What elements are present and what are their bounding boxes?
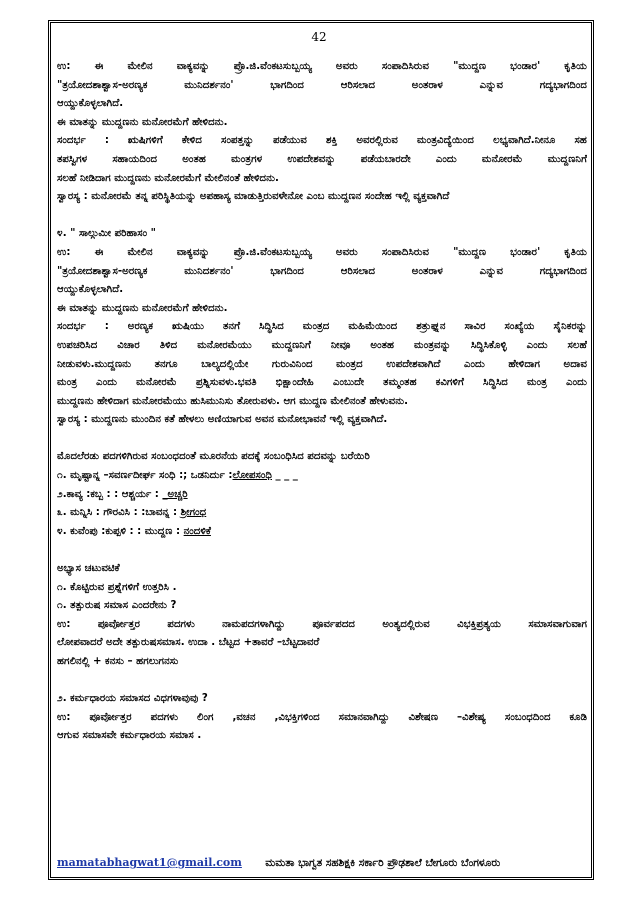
relevance-line: ಸ್ವಾರಸ್ಯ : ಮನೋರಮೆ ತನ್ನ ಪರಿಸ್ಥಿತಿಯನ್ನು ಅಪಹಾಸ್ಯ ಮಾಡುತ್ತಿರುವಳೇನೋ ಎಂಬ ಮುದ್ದಣನ ಸಂದೇಹ ಇಲ್ಲಿ ವ್ಯಕ್ತವಾಗಿದೆ — [57, 191, 450, 203]
question-heading: ೪. " ಸಾಲ್ಗುಮೀ ಪರಿಹಾಸಂ " — [57, 228, 156, 240]
context-line: ಸಂದರ್ಭ : ಅರಣ್ಯಕ ಋಷಿಯು ತನಗೆ ಸಿದ್ಧಿಸಿದ ಮಂತ್ರದ ಮಹಿಮೆಯಿಂದ ಶತ್ರುಘ್ನನ ಸಾವಿರ ಸಂಖ್ಯೆಯ ಸೈನಿಕರನ್ನು — [57, 321, 587, 333]
analogy-answer: ಲೋಪಸಂಧಿ — [232, 470, 272, 482]
analogy-text: ೧. ಮೃಷ್ಟಾನ್ನ –ಸವರ್ಣದೀರ್ಘ ಸಂಧಿ :; ಒಡನಿರ್ದು : — [57, 470, 233, 482]
exercise-heading: ಅಭ್ಯಾಸ ಚಟುವಟಿಕೆ — [57, 563, 120, 575]
answer-line: ಹಗಲಿನಲ್ಲಿ + ಕನಸು – ಹಗಲುಗನಸು — [57, 656, 179, 667]
analogy-item — [57, 504, 587, 523]
answer-line: "ತ್ರಯೋದಶಾಶ್ವಾಸ-ಅರಣ್ಯಕ ಮುನಿದರ್ಶನಂ' ಭಾಗದಿಂದ ಆರಿಸಲಾದ ಅಂತರಾಳ ಎನ್ನುವ ಗದ್ಯಭಾಗದಿಂದ — [57, 265, 587, 277]
footer-author: ಮಮತಾ ಭಾಗ್ವತ ಸಹಶಿಕ್ಷಕಿ ಸರ್ಕಾರಿ ಪ್ರೌಢಶಾಲೆ ಬೇಗೂರು ಬೆಂಗಳೂರು — [265, 857, 501, 869]
context-line: ಸಲಹೆ ನೀಡಿದಾಗ ಮುದ್ದಣನು ಮನೋರಮೆಗೆ ಮೇಲಿನಂತೆ ಹೇಳಿದನು. — [57, 172, 279, 184]
context-line: ಮಂತ್ರ ಎಂದು ಮನೋರಮೆ ಪ್ರಶ್ನಿಸುವಳು.ಭವತಿ ಭಿಕ್ಷಾಂದೇಹಿ ಎಂಬುದೇ ತಮ್ಮಂತಹ ಕವಿಗಳಿಗೆ ಸಿದ್ಧಿಸಿದ ಮಂತ್ರ ಎಂದು — [57, 377, 587, 389]
answer-line: ಉ: ಪೂರ್ವೋತ್ತರ ಪದಗಳು ಲಿಂಗ ,ವಚನ ,ವಿಭಕ್ತಿಗಳಿಂದ ಸಮಾನವಾಗಿದ್ದು ವಿಶೇಷಣ –ವಿಶೇಷ್ಯ ಸಂಬಂಧದಿಂದ ಕೂಡಿ — [57, 711, 587, 723]
analogy-answer: ಶ್ರೀಗಂಧ — [180, 507, 207, 519]
answer-line: ಆಗುವ ಸಮಾಸವೇ ಕರ್ಮಧಾರಯ ಸಮಾಸ . — [57, 730, 202, 742]
answer-line: ಆಯ್ದುಕೊಳ್ಳಲಾಗಿದೆ. — [57, 98, 124, 110]
exercise-question: ೨. ಕರ್ಮಧಾರಯ ಸಮಾಸದ ವಿಧಗಳಾವುವು ? — [57, 693, 208, 705]
analogy-answer: _ಅಚ್ಚರಿ — [162, 488, 188, 500]
context-line: ಮುದ್ದಣನು ಹೇಳಿದಾಗ ಮನೋರಮೆಯು ಹುಸಿಮುನಿಸು ತೋರುವಳು. ಆಗ ಮುದ್ದಣ ಮೇಲಿನಂತೆ ಹೇಳುವನು. — [57, 395, 408, 407]
analogy-item — [57, 486, 587, 505]
relevance-line: ಸ್ವಾರಸ್ಯ : ಮುದ್ದಣನು ಮುಂದಿನ ಕತೆ ಹೇಳಲು ಅಣಿಯಾಗುವ ಅವನ ಮನೋಭಾವನೆ ಇಲ್ಲಿ ವ್ಯಕ್ತವಾಗಿದೆ. — [57, 414, 388, 426]
footer-email-link[interactable]: mamatabhagwat1@gmail.com — [57, 856, 242, 869]
page-number: 42 — [311, 30, 327, 44]
analogy-text: ೩. ಮನ್ನಿಸಿ : ಗೌರವಿಸಿ : :ಬಾವನ್ನ : — [57, 507, 181, 519]
analogy-blank: _ _ _ — [271, 470, 298, 482]
answer-line: ಉ: ಈ ಮೇಲಿನ ವಾಕ್ಯವನ್ನು ಪ್ರೊ.ಜಿ.ವೆಂಕಟಸುಬ್ಬಯ್ಯ ಅವರು ಸಂಪಾದಿಸಿರುವ "ಮುದ್ದಣ ಭಂಡಾರ' ಕೃತಿಯ — [57, 61, 587, 72]
answer-line: "ತ್ರಯೋದಶಾಶ್ವಾಸ-ಅರಣ್ಯಕ ಮುನಿದರ್ಶನಂ' ಭಾಗದಿಂದ ಆರಿಸಲಾದ ಅಂತರಾಳ ಎನ್ನುವ ಗದ್ಯಭಾಗದಿಂದ — [57, 79, 587, 91]
context-line: ಸಂದರ್ಭ : ಋಷಿಗಳಿಗೆ ಕೇಳಿದ ಸಂಪತ್ತನ್ನು ಪಡೆಯುವ ಶಕ್ತಿ ಅವರಲ್ಲಿರುವ ಮಂತ್ರವಿದ್ಯೆಯಿಂದ ಲಭ್ಯವಾಗಿದೆ.ನೀನೂ ಸಹ — [57, 135, 587, 147]
speaker-line: ಈ ಮಾತನ್ನು ಮುದ್ದಣನು ಮನೋರಮೆಗೆ ಹೇಳಿದನು. — [57, 116, 228, 128]
context-line: ತಪಸ್ವಿಗಳ ಸಹಾಯದಿಂದ ಅಂತಹ ಮಂತ್ರಗಳ ಉಪದೇಶವನ್ನು ಪಡೆಯಬಾರದೇ ಎಂದು ಮನೋರಮೆ ಮುದ್ದಣನಿಗೆ — [57, 153, 587, 165]
answer-line: ಆಯ್ದುಕೊಳ್ಳಲಾಗಿದೆ. — [57, 284, 124, 296]
analogy-item — [57, 523, 587, 542]
answer-line: ಲೋಪವಾದರೆ ಅದೇ ತತ್ಪುರುಷಸಮಾಸ. ಉದಾ . ಬೆಟ್ಟದ +ತಾವರೆ –ಬೆಟ್ಟದಾವರೆ — [57, 637, 320, 649]
context-line: ನೀಡುವಳು.ಮುದ್ದಣನು ತನಗೂ ಬಾಲ್ಯದಲ್ಲಿಯೇ ಗುರುವಿನಿಂದ ಮಂತ್ರದ ಉಪದೇಶವಾಗಿದೆ ಎಂದು ಹೇಳಿದಾಗ ಅದಾವ — [57, 358, 587, 370]
exercise-question: ೧. ತತ್ಪುರುಷ ಸಮಾಸ ಎಂದರೇನು ? — [57, 600, 177, 612]
answer-line: ಉ: ಈ ಮೇಲಿನ ವಾಕ್ಯವನ್ನು ಪ್ರೊ.ಜಿ.ವೆಂಕಟಸುಬ್ಬಯ್ಯ ಅವರು ಸಂಪಾದಿಸಿರುವ "ಮುದ್ದಣ ಭಂಡಾರ' ಕೃತಿಯ — [57, 246, 587, 258]
speaker-line: ಈ ಮಾತನ್ನು ಮುದ್ದಣನು ಮನೋರಮೆಗೆ ಹೇಳಿದನು. — [57, 302, 228, 314]
analogy-item — [57, 467, 587, 486]
section-heading: ಮೊದಲೆರಡು ಪದಗಳಿಗಿರುವ ಸಂಬಂಧದಂತೆ ಮೂರನೆಯ ಪದಕ್ಕೆ ಸಂಬಂಧಿಸಿದ ಪದವನ್ನು ಬರೆಯಿರಿ — [57, 451, 370, 463]
analogy-text: ೨.ಕಾವ್ಯ :ಕಬ್ಬ : : ಆಶ್ಚರ್ಯ : — [57, 488, 163, 500]
exercise-instruction: ೧. ಕೊಟ್ಟಿರುವ ಪ್ರಶ್ನೆಗಳಿಗೆ ಉತ್ತರಿಸಿ . — [57, 581, 177, 593]
page-content — [57, 58, 587, 746]
analogy-answer: ನಂದಳಿಕೆ — [183, 525, 211, 537]
context-line: ಉಪಚರಿಸಿದ ವಿಚಾರ ತಿಳಿದ ಮನೋರಮೆಯು ಮುದ್ದಣನಿಗೆ ನೀವೂ ಅಂತಹ ಮಂತ್ರವನ್ನು ಸಿದ್ಧಿಸಿಕೊಳ್ಳಿ ಎಂದು ಸಲಹೆ — [57, 339, 587, 351]
analogy-text: ೪. ಕುವೆಂಪು :ಕುಪ್ಪಳಿ : : ಮುದ್ದಣ : — [57, 525, 184, 537]
answer-line: ಉ: ಪೂರ್ವೋತ್ತರ ಪದಗಳು ನಾಮಪದಗಳಾಗಿದ್ದು ಪೂರ್ವಪದದ ಅಂತ್ಯದಲ್ಲಿರುವ ವಿಭಕ್ತಿಪ್ರತ್ಯಯ ಸಮಾಸವಾಗುವಾಗ — [57, 618, 587, 630]
page-footer — [57, 856, 587, 870]
